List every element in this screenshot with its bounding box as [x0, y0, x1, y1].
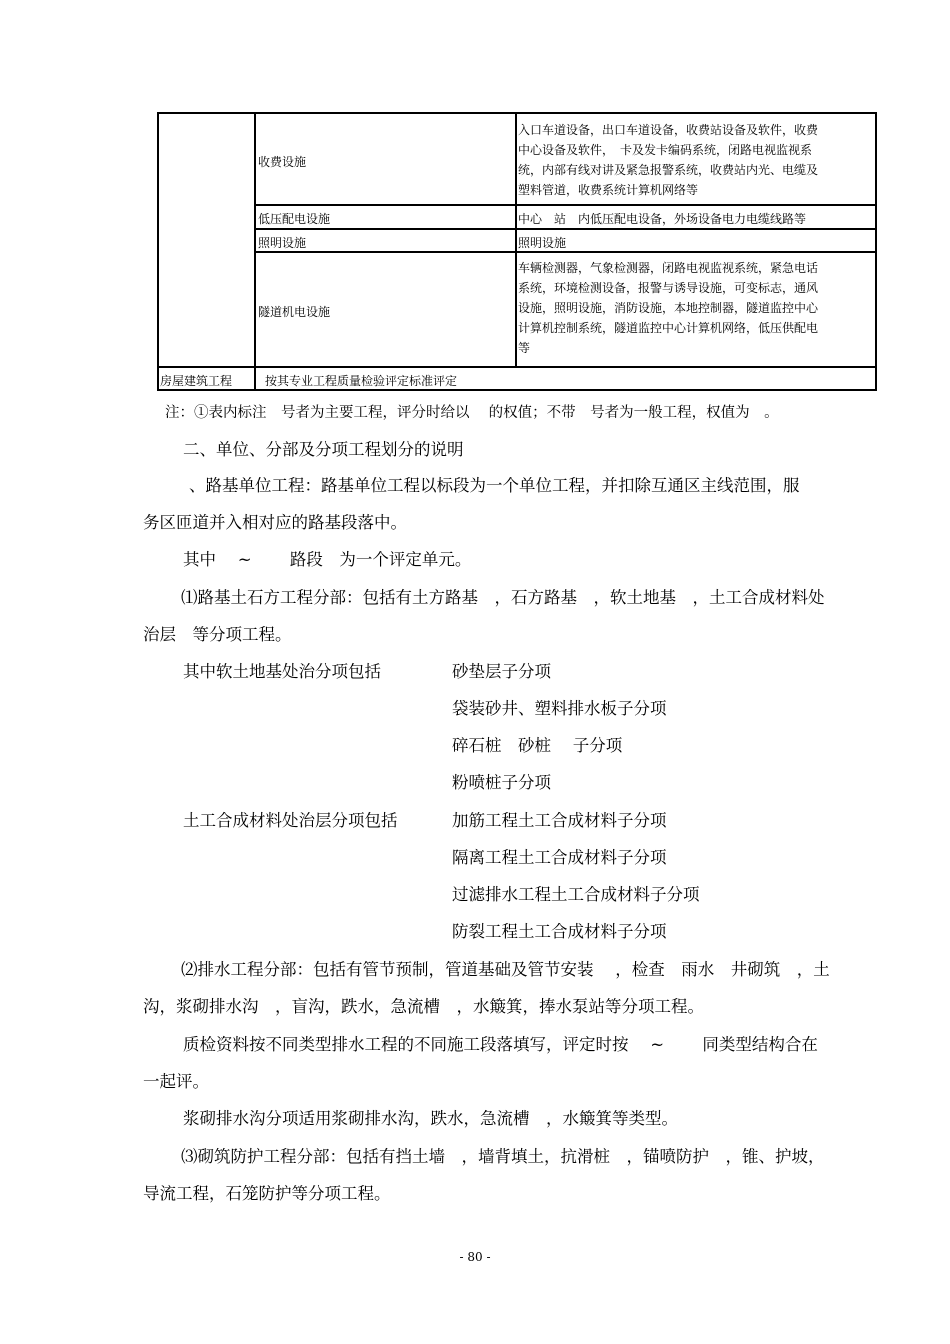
table-row-content: [518, 258, 876, 358]
content-line: 系统，环境检测设备，报警与诱导设施，可变标志，通风: [518, 281, 819, 295]
section-heading: 二、单位、分部及分项工程划分的说明: [183, 440, 464, 459]
table-row-name: 低压配电设施: [258, 212, 331, 226]
table-row-content: [518, 120, 876, 200]
paragraph-line: 其中 ~ 路段 为一个评定单元。: [183, 550, 472, 569]
content-line: 统，内部有线对讲及紧急报警系统，收费站内光、电缆及: [518, 163, 819, 177]
list-item: 粉喷桩子分项: [452, 773, 551, 792]
paragraph-line: 导流工程，石笼防护等分项工程。: [143, 1184, 391, 1203]
geosynthetic-label: 土工合成材料处治层分项包括: [183, 811, 398, 830]
table-border: [157, 112, 159, 391]
table-border: [254, 112, 256, 391]
paragraph-line: ⑶砌筑防护工程分部：包括有挡土墙 ，墙背填土，抗滑桩 ，锚喷防护 ，锥、护坡，: [181, 1147, 825, 1166]
table-row-content: 照明设施: [518, 236, 567, 250]
table-note: 注：①表内标注 号者为主要工程，评分时给以 的权值；不带 号者为一般工程，权值为 。: [165, 405, 779, 421]
paragraph-line: 治层 等分项工程。: [143, 625, 292, 644]
table-border: [157, 112, 877, 114]
table-border: [255, 204, 877, 206]
content-line: 入口车道设备，出口车道设备，收费站设备及软件，收费: [518, 123, 819, 137]
table-row-name: 照明设施: [258, 236, 307, 250]
paragraph-line: 质检资料按不同类型排水工程的不同施工段落填写，评定时按 ~ 同类型结构合在: [183, 1035, 818, 1054]
paragraph-line: ⑵排水工程分部：包括有管节预制，管道基础及管节安装 ，检查 雨水 井砌筑 ，土: [181, 960, 830, 979]
content-line: 计算机控制系统，隧道监控中心计算机网络，低压供配电: [518, 321, 819, 335]
paragraph-line: 浆砌排水沟分项适用浆砌排水沟，跌水，急流槽 ，水簸箕等类型。: [183, 1109, 678, 1128]
table-border: [157, 366, 877, 368]
paragraph-line: ⑴路基土石方工程分部：包括有土方路基 ，石方路基 ，软土地基 ，土工合成材料处: [181, 588, 825, 607]
paragraph-line: 务区匝道并入相对应的路基段落中。: [143, 513, 407, 532]
list-item: 过滤排水工程土工合成材料子分项: [452, 885, 700, 904]
paragraph-line: 、路基单位工程：路基单位工程以标段为一个单位工程，并扣除互通区主线范围，服: [189, 476, 800, 495]
list-item: 袋装砂井、塑料排水板子分项: [452, 699, 667, 718]
criteria-table: [157, 112, 877, 391]
list-item: 碎石桩 砂桩 子分项: [452, 736, 623, 755]
table-row-content: 中心 站 内低压配电设备，外场设备电力电缆线路等: [518, 212, 807, 226]
list-item: 防裂工程土工合成材料子分项: [452, 922, 667, 941]
table-row-name: 收费设施: [258, 155, 307, 169]
table-row-name: 隧道机电设施: [258, 305, 331, 319]
table-unit-content: 按其专业工程质量检验评定标准评定: [265, 374, 458, 388]
paragraph-line: 沟，浆砌排水沟 ，盲沟，跌水，急流槽 ，水簸箕，捧水泵站等分项工程。: [143, 997, 704, 1016]
page-number: - 80 -: [459, 1250, 491, 1264]
list-item: 砂垫层子分项: [452, 662, 551, 681]
list-item: 隔离工程土工合成材料子分项: [452, 848, 667, 867]
content-line: 设施，照明设施，消防设施，本地控制器，隧道监控中心: [518, 301, 819, 315]
paragraph-line: 一起评。: [143, 1072, 209, 1091]
list-item: 加筋工程土工合成材料子分项: [452, 811, 667, 830]
table-unit-name: 房屋建筑工程: [160, 374, 233, 388]
soft-soil-label: 其中软土地基处治分项包括: [183, 662, 381, 681]
content-line: 中心设备及软件， 卡及发卡编码系统，闭路电视监视系: [518, 143, 813, 157]
content-line: 等: [518, 341, 531, 355]
content-line: 塑料管道，收费系统计算机网络等: [518, 183, 699, 197]
table-border: [515, 112, 517, 368]
content-line: 车辆检测器，气象检测器，闭路电视监视系统，紧急电话: [518, 261, 819, 275]
